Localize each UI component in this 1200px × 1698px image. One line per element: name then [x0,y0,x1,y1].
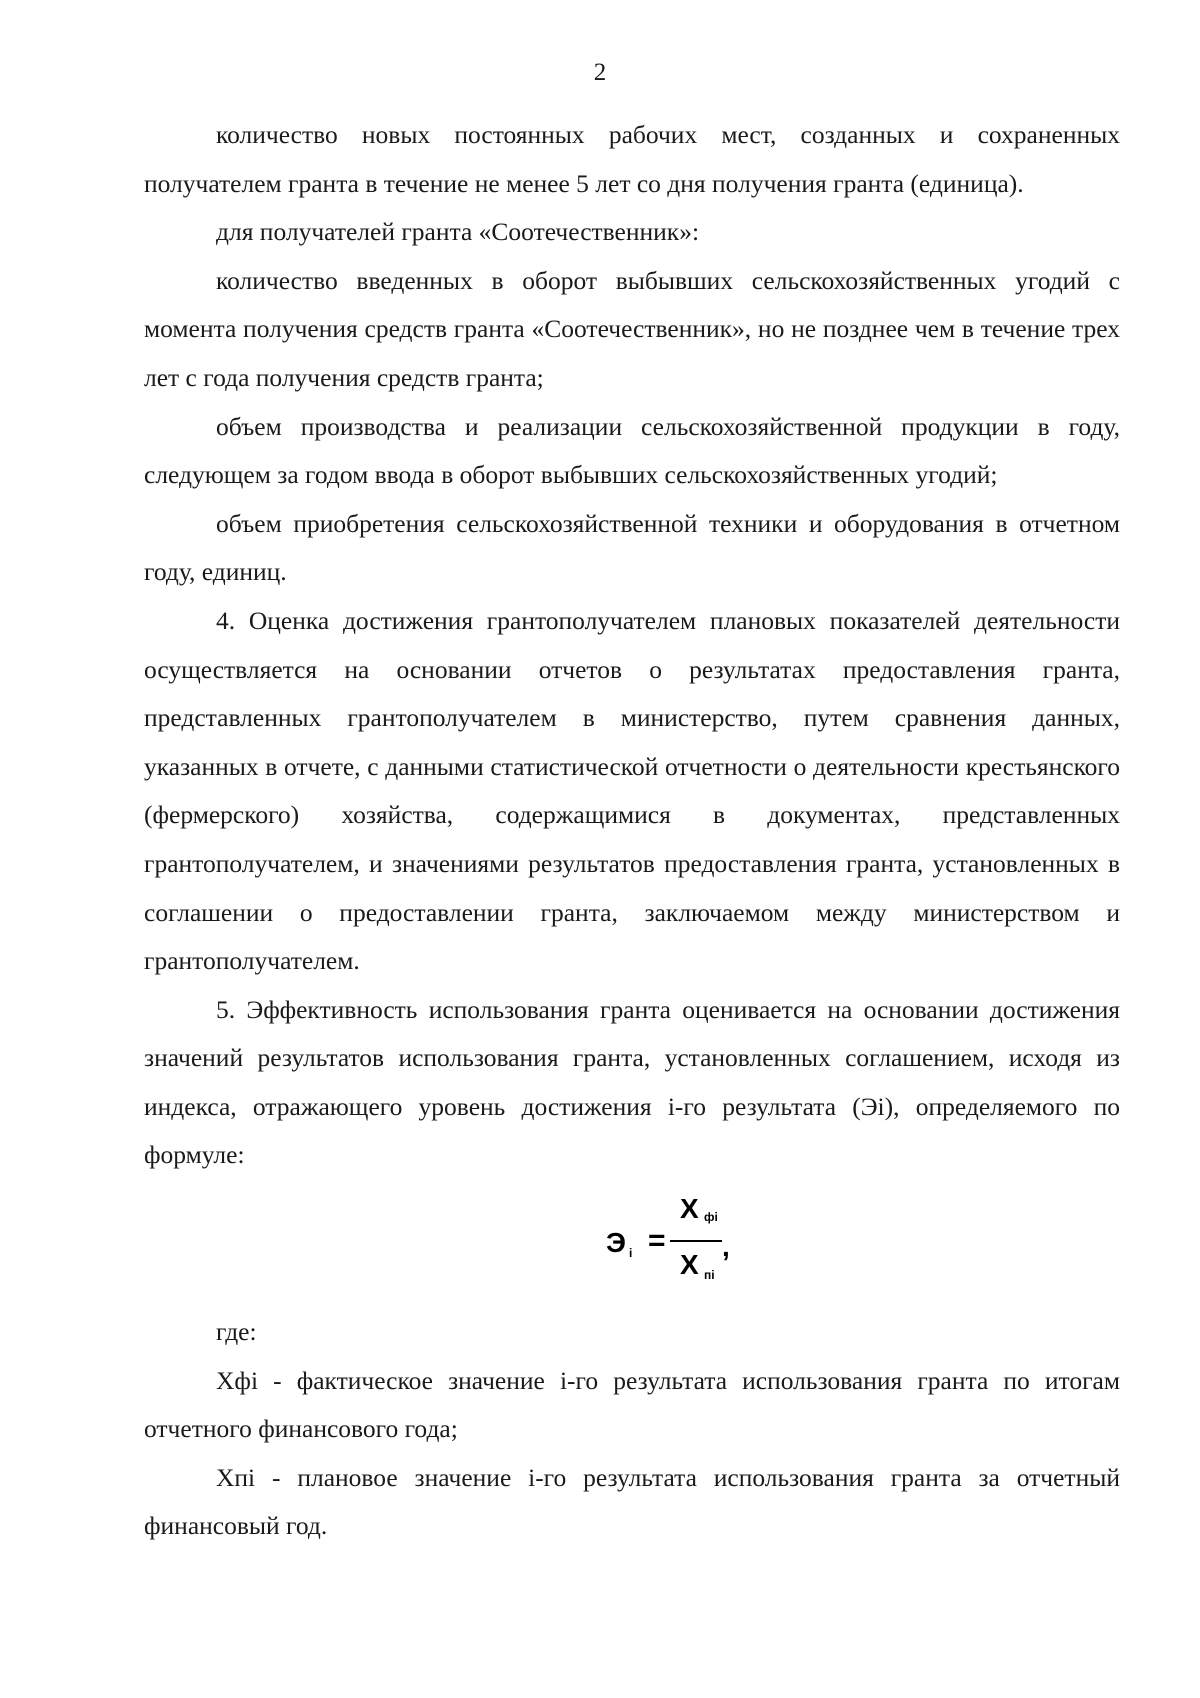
paragraph-actual-value: Хфi - фактическое значение i-го результата использования гранта по итогам отчетного финансового года; [144,1365,1120,1444]
paragraph-where: где: [216,1317,257,1347]
page-number: 2 [593,59,607,86]
paragraph-compatriot-heading: для получателей гранта «Соотечественник»: [216,217,700,247]
formula-numerator-subscript: фi [704,1210,718,1225]
efficiency-formula [606,1188,746,1300]
paragraph-land-in-use: количество введенных в оборот выбывших сельскохозяйственных угодий с момента получения средств гранта «Соотечественник», но не позднее чем в течение трех лет с года получения средств гранта; [144,265,1120,392]
formula-denominator-subscript: пi [704,1268,715,1283]
paragraph-section-4: 4. Оценка достижения грантополучателем плановых показателей деятельности осуществляется на основании отчетов о результатах предоставления гранта, представленных грантополучателем в министерство, путем сравнения данных, указанных в отчете, с данными статистической отчетности о деятельности крестьянского (фермерского) хозяйства, содержащимися в документах, представленных грантополучателем, и значениями результатов предоставления гранта, установленных в соглашении о предоставлении гранта, заключаемом между министерством и грантополучателем. [144,605,1120,976]
formula-lhs-subscript: i [629,1246,633,1261]
formula-lhs: Э [606,1227,626,1259]
formula-block [144,1180,1120,1308]
paragraph-section-5: 5. Эффективность использования гранта оценивается на основании достижения значений результатов использования гранта, установленных соглашением, исходя из индекса, отражающего уровень достижения i-го результата (Эi), определяемого по формуле: [144,994,1120,1170]
paragraph-equipment-purchase: объем приобретения сельскохозяйственной техники и оборудования в отчетном году, единиц. [144,508,1120,587]
paragraph-production-volume: объем производства и реализации сельскохозяйственной продукции в году, следующем за годом ввода в оборот выбывших сельскохозяйственных угодий; [144,411,1120,490]
formula-comma: , [722,1231,730,1263]
formula-equals: = [648,1224,666,1258]
paragraph-planned-value: Хпi - плановое значение i-го результата использования гранта за отчетный финансовый год. [144,1462,1120,1541]
document-body [144,111,1120,1551]
paragraph-new-jobs: количество новых постоянных рабочих мест, созданных и сохраненных получателем гранта в течение не менее 5 лет со дня получения гранта (единица). [144,120,1120,198]
formula-numerator: X [680,1193,699,1225]
formula-denominator: X [680,1249,699,1281]
formula-fraction-bar [670,1240,722,1242]
